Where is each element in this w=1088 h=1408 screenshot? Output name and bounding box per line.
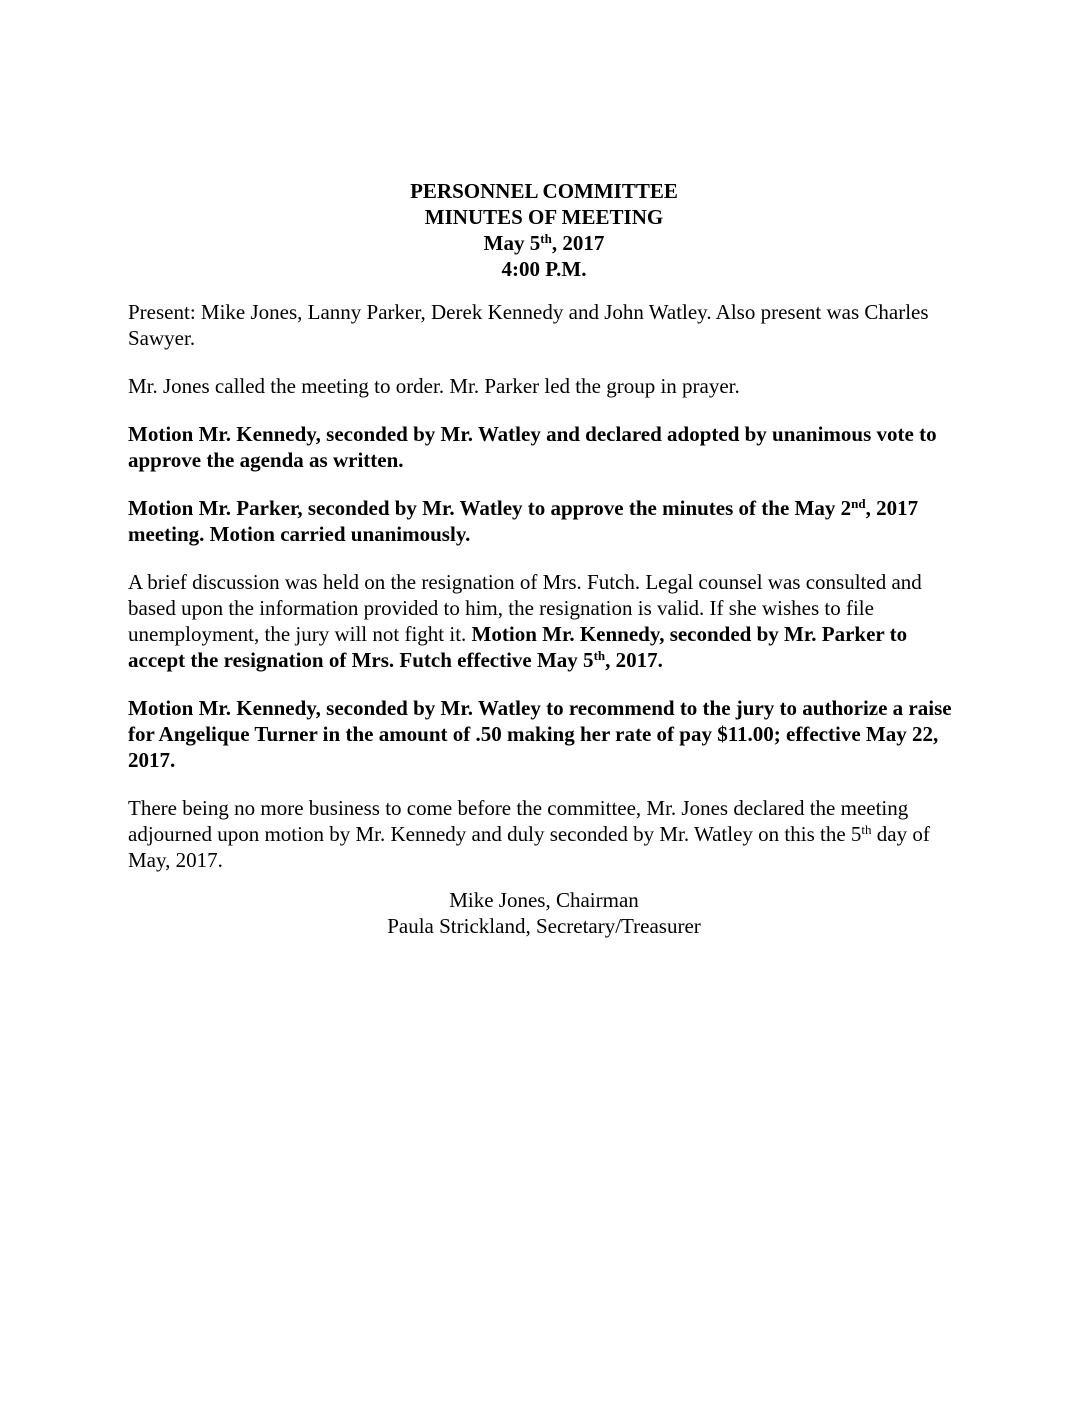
resignation-motion: Motion Mr. Kennedy, seconded by Mr. Parker to accept the resignation of Mrs. Futch effective May 5th, 2017.: [128, 622, 908, 672]
resignation-discussion: A brief discussion was held on the resignation of Mrs. Futch. Legal counsel was consulted and based upon the information provided to him, the resignation is valid. If she wishes to file unemployment, the jury will not fight it.: [128, 570, 922, 646]
chairman-signature: Mike Jones, Chairman: [449, 888, 639, 912]
committee-title: PERSONNEL COMMITTEE: [410, 179, 678, 203]
minutes-approval-paragraph: Motion Mr. Parker, seconded by Mr. Watley to approve the minutes of the May 2nd, 2017 meeting. Motion carried unanimously.: [128, 496, 919, 546]
agenda-motion-paragraph: Motion Mr. Kennedy, seconded by Mr. Watley and declared adopted by unanimous vote to approve the agenda as written.: [128, 422, 937, 472]
document-header: [0, 178, 1088, 282]
call-to-order-paragraph: Mr. Jones called the meeting to order. Mr. Parker led the group in prayer.: [128, 374, 740, 398]
secretary-signature: Paula Strickland, Secretary/Treasurer: [387, 914, 701, 938]
raise-motion-paragraph: Motion Mr. Kennedy, seconded by Mr. Watley to recommend to the jury to authorize a raise for Angelique Turner in the amount of .50 making her rate of pay $11.00; effective May 22, 2017.: [128, 696, 952, 772]
attendance-paragraph: Present: Mike Jones, Lanny Parker, Derek Kennedy and John Watley. Also present was Charles Sawyer.: [128, 300, 929, 350]
minutes-body: [128, 299, 968, 895]
meeting-time: 4:00 P.M.: [501, 257, 587, 281]
meeting-date: May 5th, 2017: [483, 231, 605, 255]
adjournment-paragraph: There being no more business to come before the committee, Mr. Jones declared the meeting adjourned upon motion by Mr. Kennedy and duly seconded by Mr. Watley on this the 5th day of May, 2017.: [128, 796, 930, 872]
minutes-title: MINUTES OF MEETING: [424, 205, 664, 229]
resignation-paragraph: [128, 569, 968, 673]
signature-block: [0, 887, 1088, 939]
